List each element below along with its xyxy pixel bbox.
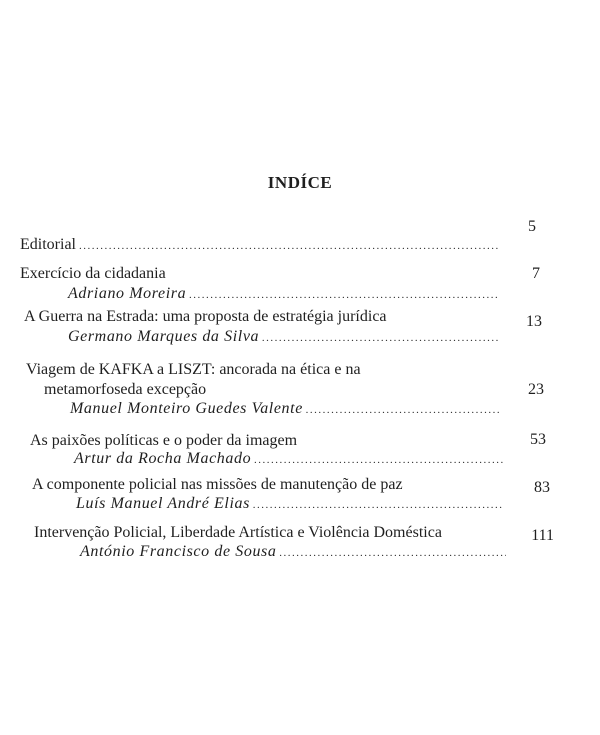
toc-title: A Guerra na Estrada: uma proposta de estratégia jurídica xyxy=(24,308,387,325)
toc-author-line xyxy=(68,283,498,303)
toc-page-number: 111 xyxy=(531,527,554,544)
toc-title-line xyxy=(26,359,361,379)
toc-title: A componente policial nas missões de manutenção de paz xyxy=(32,476,403,493)
toc-title: Editorial xyxy=(20,236,76,253)
toc-author: António Francisco de Sousa xyxy=(80,543,277,560)
toc-page-number: 13 xyxy=(526,313,542,330)
leader-dots xyxy=(253,500,502,513)
toc-title-line xyxy=(30,430,297,450)
toc-page-number: 23 xyxy=(528,381,544,398)
toc-title: Intervenção Policial, Liberdade Artística e Violência Doméstica xyxy=(34,524,442,541)
toc-title-continued: metamorfoseda excepção xyxy=(44,381,207,398)
toc-author: Manuel Monteiro Guedes Valente xyxy=(70,400,303,417)
toc-title-line xyxy=(20,234,498,254)
toc-author: Adriano Moreira xyxy=(68,285,187,302)
toc-title-line xyxy=(24,306,387,326)
toc-author: Germano Marques da Silva xyxy=(68,328,260,345)
toc-page-number: 5 xyxy=(528,218,536,235)
toc-author-line xyxy=(80,541,506,561)
toc-title: As paixões políticas e o poder da imagem xyxy=(30,432,298,449)
leader-dots xyxy=(306,405,500,418)
toc-page-number: 53 xyxy=(530,431,546,448)
leader-dots xyxy=(279,548,506,561)
leader-dots xyxy=(254,455,504,468)
toc-author-line xyxy=(76,493,502,513)
page-title: INDÍCE xyxy=(267,173,333,192)
leader-dots xyxy=(189,290,498,303)
toc-title-line xyxy=(32,474,403,494)
toc-author-line xyxy=(70,398,500,418)
toc-author: Artur da Rocha Machado xyxy=(74,450,252,467)
toc-title-line-2 xyxy=(44,379,206,399)
toc-author-line xyxy=(68,326,498,346)
toc-title-line xyxy=(34,522,442,542)
toc-page-number: 83 xyxy=(534,479,550,496)
toc-title: Exercício da cidadania xyxy=(20,265,166,282)
toc-page-number: 7 xyxy=(532,265,540,282)
toc-title-line xyxy=(20,263,166,283)
toc-title: Viagem de KAFKA a LISZT: ancorada na ética e na xyxy=(26,361,361,378)
leader-dots xyxy=(262,333,498,346)
toc-author: Luís Manuel André Elias xyxy=(76,495,250,512)
leader-dots xyxy=(79,241,498,254)
toc-author-line xyxy=(74,448,504,468)
